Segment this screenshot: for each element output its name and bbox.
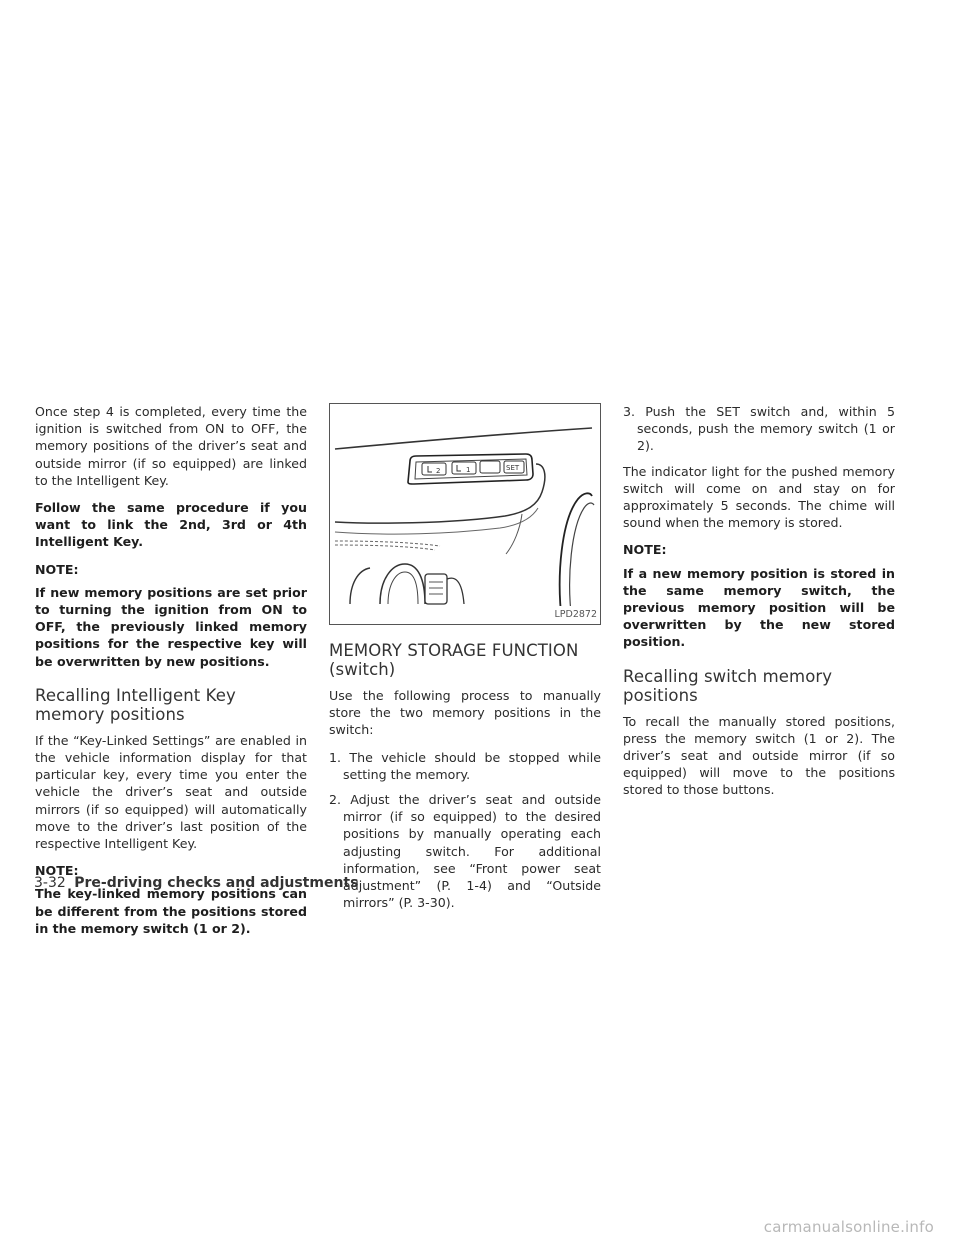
note-label: NOTE: <box>623 542 667 558</box>
column-middle <box>329 403 601 919</box>
watermark-text: carmanualsonline.info <box>763 1218 934 1236</box>
list-item: 3. Push the SET switch and, within 5 seconds, push the memory switch (1 or 2). <box>623 404 895 454</box>
page-footer <box>34 875 358 891</box>
heading-recalling-switch-memory: Recalling switch memory positions <box>623 666 833 705</box>
storage-steps-list <box>329 749 601 912</box>
list-item: 2. Adjust the driver’s seat and outside mirror (if so equipped) to the desired positions by manually operating each adjusting switch. For additional information, see “Front power seat adjustment” (P. 1-4) and “Outside mirrors” (P. 3-30). <box>329 792 601 911</box>
set-button-label: SET <box>506 464 520 472</box>
paragraph-link-other-keys: Follow the same procedure if you want to link the 2nd, 3rd or 4th Intelligent Key. <box>35 500 307 550</box>
paragraph-recall-switch: To recall the manually stored positions, press the memory switch (1 or 2). The driver’s seat and outside mirror (if so equipped) will move to the positions stored to those buttons. <box>623 713 895 798</box>
storage-steps-continued <box>623 403 895 455</box>
section-title: Pre-driving checks and adjustments <box>74 875 359 891</box>
figure-code: LPD2872 <box>553 606 598 623</box>
note-text-overwrite: If new memory positions are set prior to turning the ignition from ON to OFF, the previously linked memory positions for the respective key will be overwritten by new positions. <box>35 584 307 669</box>
paragraph-indicator-light: The indicator light for the pushed memory switch will come on and stay on for approximately 5 seconds. The chime will sound when the memory is stored. <box>623 463 895 531</box>
column-right <box>623 403 895 809</box>
list-item: 1. The vehicle should be stopped while setting the memory. <box>329 749 601 782</box>
heading-memory-storage: MEMORY STORAGE FUNCTION (switch) <box>329 641 579 679</box>
page-number: 3-32 <box>34 875 66 891</box>
paragraph-step4-complete: Once step 4 is completed, every time the ignition is switched from ON to OFF, the memory positions of the driver’s seat and outside mirror (if so equipped) are linked to the Intelligent Key. <box>35 404 307 488</box>
memory-button-2-label: 2 <box>436 467 441 475</box>
note-text-same-switch: If a new memory position is stored in the same memory switch, the previous memory position will be overwritten by the new stored position. <box>623 565 895 650</box>
note-label: NOTE: <box>35 863 79 879</box>
heading-recalling-intelligent-key: Recalling Intelligent Key memory positions <box>35 685 236 724</box>
note-text-key-linked: The key-linked memory positions can be different from the positions stored in the memory switch (1 or 2). <box>35 886 307 936</box>
column-left <box>35 403 307 947</box>
memory-switch-illustration <box>329 403 601 625</box>
door-panel-drawing <box>330 404 600 624</box>
memory-button-1-label: 1 <box>466 466 471 474</box>
note-label: NOTE: <box>35 561 79 577</box>
paragraph-storage-intro: Use the following process to manually store the two memory positions in the switch: <box>329 688 601 738</box>
paragraph-key-linked-settings: If the “Key-Linked Settings” are enabled in the vehicle information display for that particular key, every time you enter the vehicle the driver’s seat and outside mirrors (if so equipped) will automatically move to the driver’s last position of the respective Intelligent Key. <box>35 732 307 852</box>
